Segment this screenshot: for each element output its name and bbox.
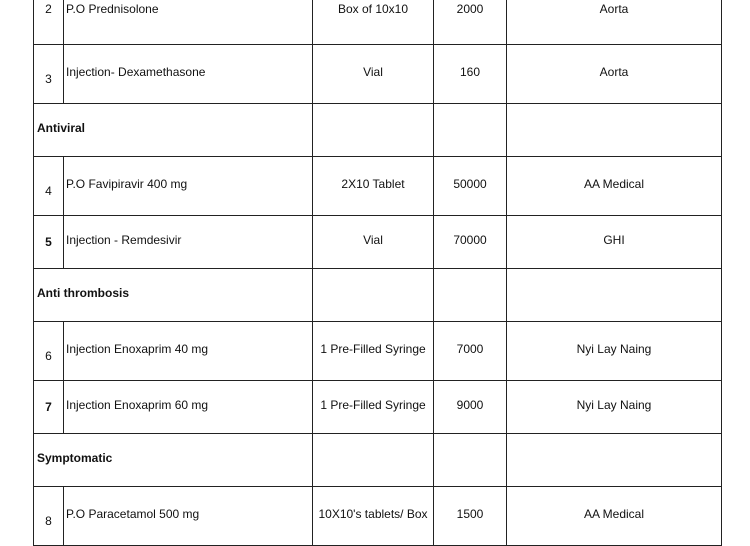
table-row — [34, 322, 722, 381]
quantity: 1500 — [434, 487, 507, 546]
supplier: Nyi Lay Naing — [507, 381, 722, 434]
medicine-name: Injection- Dexamethasone — [64, 45, 313, 104]
empty-cell — [434, 104, 507, 157]
table-row — [34, 216, 722, 269]
table-row — [34, 487, 722, 546]
medicine-name: Injection Enoxaprim 40 mg — [64, 322, 313, 381]
row-number: 2 — [34, 0, 64, 45]
empty-cell — [313, 269, 434, 322]
category-row — [34, 269, 722, 322]
quantity: 7000 — [434, 322, 507, 381]
supplier: Nyi Lay Naing — [507, 322, 722, 381]
row-number: 5 — [34, 216, 64, 269]
category-label: Antiviral — [34, 104, 313, 157]
empty-cell — [507, 434, 722, 487]
empty-cell — [434, 434, 507, 487]
unit: 1 Pre-Filled Syringe — [313, 322, 434, 381]
medicine-name: P.O Favipiravir 400 mg — [64, 157, 313, 216]
unit: Vial — [313, 216, 434, 269]
table-row — [34, 157, 722, 216]
table-row — [34, 45, 722, 104]
quantity: 2000 — [434, 0, 507, 45]
unit: 10X10's tablets/ Box — [313, 487, 434, 546]
row-number: 4 — [34, 157, 64, 216]
category-label: Anti thrombosis — [34, 269, 313, 322]
supplier: GHI — [507, 216, 722, 269]
category-label: Symptomatic — [34, 434, 313, 487]
medicine-name: P.O Paracetamol 500 mg — [64, 487, 313, 546]
unit: Box of 10x10 — [313, 0, 434, 45]
quantity: 70000 — [434, 216, 507, 269]
unit: 2X10 Tablet — [313, 157, 434, 216]
empty-cell — [313, 104, 434, 157]
row-number: 8 — [34, 487, 64, 546]
unit: 1 Pre-Filled Syringe — [313, 381, 434, 434]
category-row — [34, 104, 722, 157]
empty-cell — [434, 269, 507, 322]
category-row — [34, 434, 722, 487]
empty-cell — [507, 269, 722, 322]
row-number: 6 — [34, 322, 64, 381]
medicine-table — [33, 0, 722, 546]
medicine-name: Injection - Remdesivir — [64, 216, 313, 269]
supplier: AA Medical — [507, 157, 722, 216]
medicine-name: Injection Enoxaprim 60 mg — [64, 381, 313, 434]
quantity: 9000 — [434, 381, 507, 434]
empty-cell — [507, 104, 722, 157]
table-row — [34, 381, 722, 434]
supplier: Aorta — [507, 0, 722, 45]
supplier: Aorta — [507, 45, 722, 104]
unit: Vial — [313, 45, 434, 104]
quantity: 160 — [434, 45, 507, 104]
table-row — [34, 0, 722, 45]
supplier: AA Medical — [507, 487, 722, 546]
row-number: 7 — [34, 381, 64, 434]
quantity: 50000 — [434, 157, 507, 216]
row-number: 3 — [34, 45, 64, 104]
empty-cell — [313, 434, 434, 487]
medicine-name: P.O Prednisolone — [64, 0, 313, 45]
